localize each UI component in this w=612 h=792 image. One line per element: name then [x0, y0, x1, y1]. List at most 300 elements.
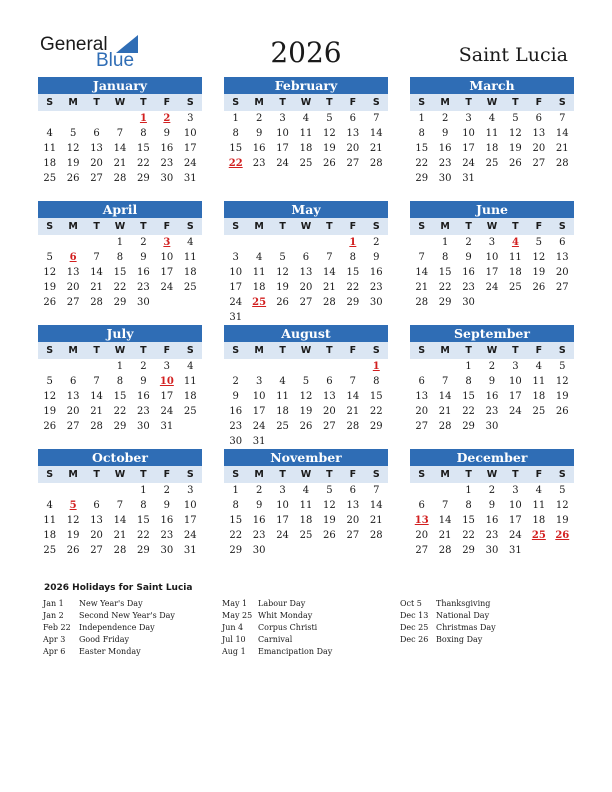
holiday-item	[400, 622, 496, 634]
weekday-label: F	[163, 345, 171, 356]
day-cell: 11	[485, 128, 499, 139]
day-cell: 14	[415, 267, 429, 278]
day-cell: 11	[183, 252, 197, 263]
weekday-label: M	[68, 97, 78, 108]
day-cell: 17	[160, 391, 174, 402]
day-cell: 12	[299, 391, 313, 402]
day-cell: 17	[462, 143, 475, 154]
day-cell: 17	[252, 406, 266, 417]
day-cell: 20	[66, 282, 80, 293]
day-cell: 5	[46, 252, 53, 263]
holiday-item	[43, 622, 175, 634]
holiday-day: 6	[69, 252, 77, 263]
day-cell: 25	[485, 158, 499, 169]
day-cell: 29	[462, 421, 475, 432]
weekday-label: F	[535, 345, 543, 356]
day-grid	[38, 359, 202, 434]
empty-day	[38, 111, 61, 126]
day-cell: 31	[252, 436, 266, 447]
day-cell: 3	[255, 376, 263, 387]
holiday-date: Feb 22	[43, 623, 71, 632]
weekday-header	[410, 342, 574, 359]
empty-day	[341, 359, 364, 374]
weekday-header	[38, 218, 202, 235]
day-cell: 17	[229, 282, 243, 293]
day-cell: 23	[369, 282, 383, 293]
holiday-date: Dec 25	[400, 623, 429, 632]
month-title: February	[224, 77, 388, 94]
day-cell: 23	[485, 406, 499, 417]
day-cell: 16	[485, 391, 499, 402]
holiday-day: 26	[555, 530, 570, 541]
holidays-title: 2026 Holidays for Saint Lucia	[44, 583, 193, 593]
empty-day	[318, 359, 341, 374]
holiday-date: Oct 5	[400, 599, 422, 608]
day-cell: 21	[369, 515, 383, 526]
day-cell: 5	[512, 113, 519, 124]
day-cell: 15	[229, 515, 243, 526]
day-cell: 13	[66, 391, 80, 402]
day-cell: 6	[559, 237, 566, 248]
day-cell: 28	[369, 530, 383, 541]
empty-day	[433, 359, 456, 374]
day-cell: 10	[276, 128, 289, 139]
holiday-date: Jan 1	[43, 599, 64, 608]
month-august	[224, 325, 388, 449]
day-cell: 12	[43, 267, 57, 278]
day-cell: 27	[415, 421, 429, 432]
day-cell: 24	[160, 282, 174, 293]
day-cell: 14	[438, 391, 452, 402]
day-cell: 17	[276, 515, 289, 526]
weekday-header	[410, 94, 574, 111]
holiday-name: Christmas Day	[436, 623, 496, 632]
day-cell: 3	[232, 252, 239, 263]
weekday-header	[38, 466, 202, 483]
weekday-label: S	[232, 221, 240, 232]
empty-day	[247, 359, 270, 374]
weekday-label: T	[326, 221, 333, 232]
day-cell: 18	[183, 391, 197, 402]
day-cell: 19	[323, 143, 336, 154]
day-cell: 13	[90, 515, 103, 526]
day-cell: 25	[509, 282, 522, 293]
day-cell: 22	[137, 530, 150, 541]
day-cell: 19	[43, 406, 57, 417]
holiday-day: 10	[159, 376, 174, 387]
empty-day	[61, 483, 84, 498]
weekday-label: T	[465, 345, 472, 356]
empty-day	[61, 359, 84, 374]
weekday-label: M	[440, 345, 450, 356]
holiday-day: 2	[163, 113, 171, 124]
day-cell: 3	[279, 113, 286, 124]
holiday-name: Emancipation Day	[258, 647, 333, 656]
day-cell: 31	[160, 421, 174, 432]
weekday-label: M	[254, 345, 264, 356]
holiday-day: 1	[349, 237, 357, 248]
weekday-label: T	[512, 97, 519, 108]
day-cell: 20	[415, 406, 429, 417]
weekday-label: M	[68, 469, 78, 480]
day-cell: 21	[438, 530, 452, 541]
day-cell: 7	[326, 252, 333, 263]
weekday-label: T	[93, 221, 100, 232]
day-cell: 24	[183, 530, 197, 541]
day-cell: 19	[66, 158, 80, 169]
day-cell: 24	[229, 297, 243, 308]
holiday-date: Jan 2	[43, 611, 64, 620]
day-cell: 10	[485, 252, 499, 263]
weekday-label: S	[46, 469, 54, 480]
day-grid	[410, 235, 574, 310]
day-cell: 6	[418, 500, 425, 511]
weekday-label: S	[46, 97, 54, 108]
day-cell: 24	[509, 530, 522, 541]
weekday-label: W	[486, 345, 498, 356]
month-november	[224, 449, 388, 558]
day-cell: 20	[346, 515, 360, 526]
day-cell: 2	[140, 361, 147, 372]
weekday-label: M	[254, 469, 264, 480]
day-cell: 10	[276, 500, 289, 511]
weekday-label: F	[349, 97, 357, 108]
empty-day	[61, 235, 84, 250]
day-cell: 9	[255, 128, 263, 139]
day-cell: 9	[441, 128, 449, 139]
month-title: June	[410, 201, 574, 218]
weekday-label: W	[300, 221, 312, 232]
day-cell: 25	[183, 406, 197, 417]
day-cell: 15	[137, 143, 150, 154]
empty-day	[61, 111, 84, 126]
day-cell: 15	[462, 391, 475, 402]
holiday-item	[43, 646, 175, 658]
day-cell: 1	[116, 361, 124, 372]
day-cell: 1	[441, 237, 449, 248]
holiday-day: 22	[228, 158, 243, 169]
day-cell: 11	[252, 267, 266, 278]
day-cell: 18	[485, 143, 499, 154]
weekday-label: T	[93, 469, 100, 480]
day-cell: 25	[299, 530, 313, 541]
day-cell: 25	[532, 406, 546, 417]
empty-day	[85, 483, 108, 498]
day-cell: 20	[90, 530, 103, 541]
day-cell: 3	[163, 361, 171, 372]
holiday-item	[222, 598, 332, 610]
day-cell: 14	[369, 500, 383, 511]
day-cell: 10	[160, 252, 174, 263]
day-cell: 27	[555, 282, 569, 293]
empty-day	[38, 235, 61, 250]
day-cell: 27	[532, 158, 546, 169]
day-cell: 16	[252, 143, 266, 154]
day-cell: 14	[113, 143, 127, 154]
day-grid	[224, 235, 388, 325]
empty-day	[410, 359, 433, 374]
day-cell: 7	[373, 485, 380, 496]
weekday-label: S	[232, 345, 240, 356]
day-cell: 21	[90, 282, 103, 293]
empty-day	[247, 235, 270, 250]
day-cell: 16	[252, 515, 266, 526]
holiday-date: Jun 4	[222, 623, 244, 632]
day-cell: 1	[465, 361, 472, 372]
holiday-date: Dec 26	[400, 635, 429, 644]
day-cell: 19	[555, 391, 569, 402]
holiday-date: May 1	[222, 599, 248, 608]
empty-day	[38, 483, 61, 498]
day-cell: 28	[323, 297, 336, 308]
day-cell: 27	[90, 173, 103, 184]
day-cell: 22	[462, 406, 475, 417]
day-cell: 10	[509, 500, 522, 511]
holiday-item	[400, 598, 496, 610]
weekday-label: W	[300, 469, 312, 480]
day-cell: 14	[90, 391, 103, 402]
day-cell: 22	[346, 282, 360, 293]
weekday-label: S	[372, 221, 380, 232]
day-cell: 1	[140, 485, 147, 496]
day-cell: 6	[93, 128, 100, 139]
day-cell: 19	[532, 267, 546, 278]
day-cell: 7	[441, 500, 449, 511]
day-cell: 14	[369, 128, 383, 139]
day-cell: 13	[415, 391, 429, 402]
day-cell: 26	[43, 421, 57, 432]
day-cell: 7	[559, 113, 566, 124]
day-grid	[410, 111, 574, 186]
holiday-name: Second New Year's Day	[79, 611, 175, 620]
day-cell: 17	[509, 391, 522, 402]
month-july	[38, 325, 202, 434]
day-cell: 1	[116, 237, 124, 248]
day-cell: 20	[323, 406, 336, 417]
day-cell: 30	[462, 297, 475, 308]
day-cell: 23	[229, 421, 243, 432]
day-cell: 21	[555, 143, 569, 154]
weekday-label: T	[465, 221, 472, 232]
day-cell: 23	[252, 158, 266, 169]
day-cell: 21	[113, 530, 127, 541]
month-february	[224, 77, 388, 171]
day-cell: 15	[137, 515, 150, 526]
holiday-name: New Year's Day	[79, 599, 143, 608]
day-cell: 29	[346, 297, 360, 308]
weekday-header	[410, 218, 574, 235]
month-title: December	[410, 449, 574, 466]
day-cell: 28	[555, 158, 569, 169]
day-cell: 8	[140, 500, 147, 511]
empty-day	[85, 235, 108, 250]
day-cell: 12	[555, 376, 569, 387]
day-cell: 16	[137, 391, 150, 402]
weekday-label: S	[558, 345, 566, 356]
day-cell: 26	[323, 530, 336, 541]
weekday-label: S	[186, 221, 194, 232]
weekday-label: S	[186, 345, 194, 356]
day-cell: 9	[373, 252, 380, 263]
day-cell: 4	[187, 361, 194, 372]
weekday-label: M	[254, 221, 264, 232]
day-cell: 28	[90, 421, 103, 432]
day-cell: 11	[532, 376, 546, 387]
day-cell: 12	[323, 500, 336, 511]
day-cell: 12	[66, 143, 80, 154]
day-cell: 26	[509, 158, 522, 169]
day-cell: 7	[349, 376, 357, 387]
day-cell: 5	[326, 113, 333, 124]
month-september	[410, 325, 574, 434]
weekday-label: T	[512, 345, 519, 356]
day-cell: 8	[465, 376, 472, 387]
day-cell: 12	[323, 128, 336, 139]
weekday-label: S	[372, 97, 380, 108]
weekday-label: S	[418, 345, 426, 356]
day-grid	[38, 235, 202, 310]
empty-day	[271, 235, 294, 250]
weekday-label: W	[300, 97, 312, 108]
day-cell: 15	[462, 515, 475, 526]
holiday-date: Apr 6	[43, 647, 66, 656]
holiday-name: Labour Day	[258, 599, 306, 608]
day-cell: 11	[43, 515, 57, 526]
empty-day	[318, 235, 341, 250]
day-cell: 18	[299, 143, 313, 154]
weekday-header	[38, 342, 202, 359]
weekday-label: W	[486, 469, 498, 480]
day-cell: 10	[462, 128, 475, 139]
day-cell: 2	[255, 485, 263, 496]
day-cell: 19	[276, 282, 289, 293]
weekday-label: F	[349, 469, 357, 480]
day-cell: 31	[229, 312, 243, 323]
day-cell: 27	[66, 421, 80, 432]
day-cell: 19	[323, 515, 336, 526]
day-grid	[410, 483, 574, 558]
weekday-label: F	[163, 97, 171, 108]
holiday-date: Jul 10	[222, 635, 246, 644]
day-cell: 30	[485, 545, 499, 556]
weekday-header	[224, 466, 388, 483]
day-cell: 19	[509, 143, 522, 154]
day-cell: 25	[183, 282, 197, 293]
weekday-label: S	[186, 469, 194, 480]
day-cell: 3	[279, 485, 286, 496]
day-cell: 29	[229, 545, 243, 556]
day-cell: 30	[160, 173, 174, 184]
day-cell: 28	[438, 545, 452, 556]
day-cell: 4	[535, 485, 543, 496]
brand-logo	[40, 34, 140, 74]
day-cell: 26	[299, 421, 313, 432]
day-cell: 14	[323, 267, 336, 278]
weekday-label: M	[440, 97, 450, 108]
month-title: October	[38, 449, 202, 466]
day-cell: 12	[555, 500, 569, 511]
day-cell: 6	[535, 113, 543, 124]
day-cell: 16	[485, 515, 499, 526]
day-cell: 9	[465, 252, 472, 263]
empty-day	[294, 359, 317, 374]
holiday-item	[43, 598, 175, 610]
day-cell: 18	[183, 267, 197, 278]
day-cell: 15	[369, 391, 383, 402]
holiday-day: 1	[139, 113, 147, 124]
weekday-label: W	[486, 221, 498, 232]
day-cell: 6	[326, 376, 333, 387]
day-cell: 17	[485, 267, 499, 278]
empty-day	[294, 235, 317, 250]
empty-day	[410, 483, 433, 498]
day-cell: 4	[488, 113, 496, 124]
month-title: January	[38, 77, 202, 94]
day-cell: 7	[93, 252, 100, 263]
holiday-date: Apr 3	[43, 635, 66, 644]
day-cell: 13	[346, 500, 360, 511]
day-cell: 22	[113, 406, 127, 417]
day-cell: 24	[276, 530, 289, 541]
day-cell: 8	[232, 128, 239, 139]
day-cell: 8	[349, 252, 357, 263]
day-cell: 8	[441, 252, 449, 263]
day-cell: 23	[160, 158, 174, 169]
day-cell: 10	[183, 128, 197, 139]
day-cell: 22	[438, 282, 452, 293]
day-cell: 28	[369, 158, 383, 169]
day-cell: 24	[183, 158, 197, 169]
day-cell: 19	[555, 515, 569, 526]
day-cell: 18	[43, 158, 57, 169]
day-cell: 14	[555, 128, 569, 139]
month-title: May	[224, 201, 388, 218]
day-cell: 17	[183, 143, 197, 154]
day-cell: 24	[160, 406, 174, 417]
weekday-label: S	[232, 469, 240, 480]
day-cell: 10	[509, 376, 522, 387]
weekday-label: S	[186, 97, 194, 108]
day-cell: 2	[373, 237, 380, 248]
holiday-date: Aug 1	[222, 647, 246, 656]
day-cell: 23	[438, 158, 452, 169]
day-cell: 9	[255, 500, 263, 511]
day-cell: 2	[163, 485, 171, 496]
day-cell: 21	[369, 143, 383, 154]
weekday-label: S	[46, 345, 54, 356]
weekday-label: W	[114, 469, 126, 480]
day-cell: 21	[346, 406, 360, 417]
weekday-label: T	[140, 469, 147, 480]
day-cell: 4	[46, 128, 53, 139]
empty-day	[108, 111, 131, 126]
day-cell: 26	[43, 297, 57, 308]
day-cell: 26	[532, 282, 546, 293]
day-cell: 25	[43, 173, 57, 184]
month-title: September	[410, 325, 574, 342]
day-cell: 15	[229, 143, 243, 154]
day-cell: 15	[415, 143, 429, 154]
day-cell: 11	[183, 376, 197, 387]
day-cell: 28	[113, 173, 127, 184]
weekday-label: T	[93, 345, 100, 356]
weekday-label: M	[254, 97, 264, 108]
weekday-label: T	[279, 345, 286, 356]
day-cell: 26	[323, 158, 336, 169]
day-cell: 10	[252, 391, 266, 402]
holiday-name: National Day	[436, 611, 490, 620]
day-cell: 25	[299, 158, 313, 169]
